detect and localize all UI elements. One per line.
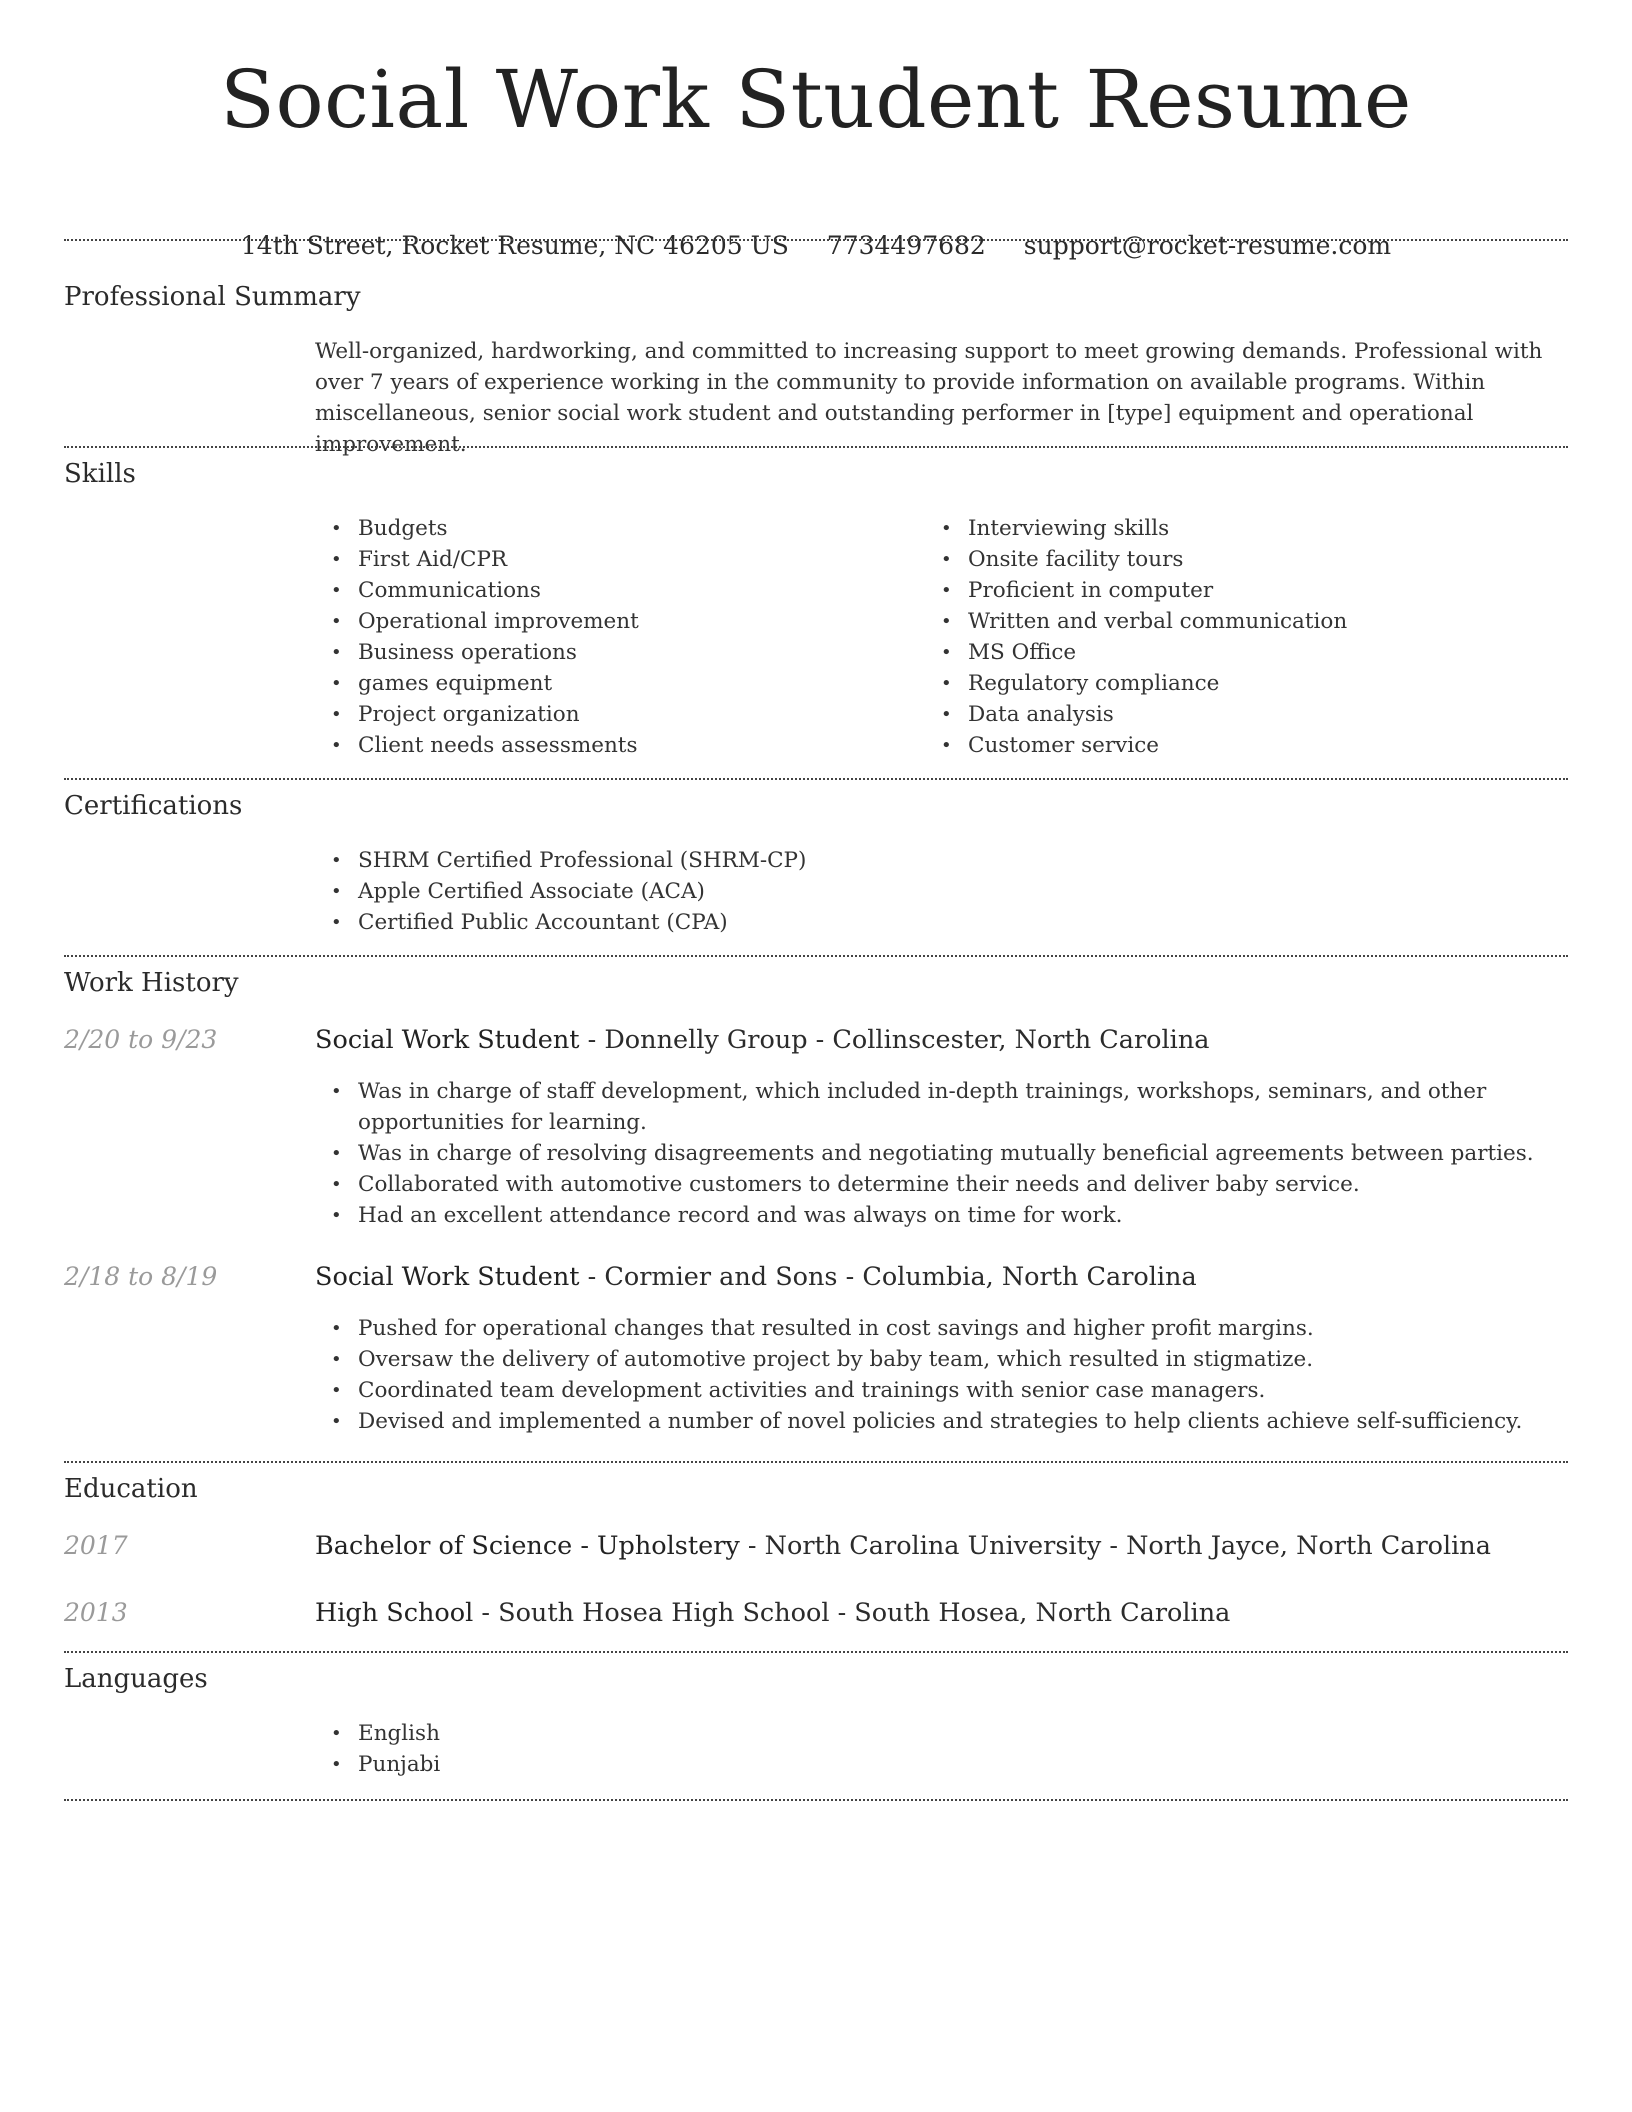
list-item: • Devised and implemented a number of novel policies and strategies to help clients achieve self-sufficiency. [315, 1406, 1568, 1437]
skills-list-right [925, 513, 1565, 761]
divider [64, 1799, 1568, 1801]
divider [64, 1651, 1568, 1653]
contact-email: support@rocket-resume.com [1023, 231, 1392, 260]
list-item: • Customer service [925, 730, 1565, 761]
list-item: • Interviewing skills [925, 513, 1565, 544]
resume-page [64, 0, 1568, 1777]
contact-line [64, 230, 1568, 262]
education-degree: High School [315, 1598, 474, 1628]
education-line [315, 1529, 1491, 1563]
work-heading: Work History [64, 968, 239, 998]
education-details: - North Carolina University - North Jayce, North Carolina [739, 1531, 1491, 1561]
list-item: • Was in charge of staff development, which included in-depth trainings, workshops, seminars, and other opportunities for learning. [315, 1076, 1568, 1138]
list-item: • Communications [315, 575, 915, 606]
list-item: • MS Office [925, 637, 1565, 668]
list-item: • Data analysis [925, 699, 1565, 730]
summary-text: Well-organized, hardworking, and committed to increasing support to meet growing demands. Professional with over 7 years of experience working in the community to provide information on available programs. Within miscellaneous, senior social work student and outstanding performer in [type] equipment and operational improvement. [315, 339, 1543, 457]
list-item: • Budgets [315, 513, 915, 544]
education-line [315, 1596, 1230, 1630]
divider [64, 1461, 1568, 1463]
resume-title: Social Work Student Resume [220, 53, 1412, 146]
languages-heading: Languages [64, 1664, 208, 1694]
list-item: • Client needs assessments [315, 730, 915, 761]
divider [64, 446, 1568, 448]
list-item: • Collaborated with automotive customers to determine their needs and deliver baby service. [315, 1169, 1568, 1200]
job-details: - Donnelly Group - Collinscester, North Carolina [579, 1025, 1210, 1055]
list-item: • SHRM Certified Professional (SHRM-CP) [315, 845, 1568, 876]
divider [64, 239, 1568, 241]
job-dates: 2/20 to 9/23 [64, 1025, 218, 1054]
list-item: • Project organization [315, 699, 915, 730]
job-role: Social Work Student [315, 1262, 580, 1292]
job-title-line [315, 1023, 1209, 1057]
job-details: - Cormier and Sons - Columbia, North Carolina [579, 1262, 1197, 1292]
education-degree: Bachelor of Science - Upholstery [315, 1531, 740, 1561]
certifications-list [315, 845, 1568, 938]
divider [64, 955, 1568, 957]
certifications-heading: Certifications [64, 791, 243, 821]
summary-heading: Professional Summary [64, 282, 361, 312]
education-details: - South Hosea High School - South Hosea, North Carolina [473, 1598, 1231, 1628]
education-year: 2017 [64, 1531, 128, 1560]
job-bullets [315, 1313, 1568, 1437]
job-role: Social Work Student [315, 1025, 580, 1055]
list-item: • Pushed for operational changes that resulted in cost savings and higher profit margins. [315, 1313, 1568, 1344]
skills-heading: Skills [64, 459, 136, 489]
contact-address: 14th Street, Rocket Resume, NC 46205 US [240, 231, 789, 260]
list-item: • Regulatory compliance [925, 668, 1565, 699]
list-item: • Apple Certified Associate (ACA) [315, 876, 1568, 907]
list-item: • Coordinated team development activities and trainings with senior case managers. [315, 1375, 1568, 1406]
list-item: • Had an excellent attendance record and was always on time for work. [315, 1200, 1568, 1231]
list-item: • English [315, 1718, 1568, 1749]
contact-phone: 7734497682 [826, 231, 986, 260]
list-item: • Punjabi [315, 1749, 1568, 1780]
education-year: 2013 [64, 1598, 128, 1627]
list-item: • Operational improvement [315, 606, 915, 637]
list-item: • Proficient in computer [925, 575, 1565, 606]
skills-list-left [315, 513, 915, 761]
job-bullets [315, 1076, 1568, 1231]
languages-list [315, 1718, 1568, 1780]
list-item: • First Aid/CPR [315, 544, 915, 575]
job-dates: 2/18 to 8/19 [64, 1262, 218, 1291]
divider [64, 778, 1568, 780]
list-item: • Business operations [315, 637, 915, 668]
list-item: • Certified Public Accountant (CPA) [315, 907, 1568, 938]
job-title-line [315, 1260, 1197, 1294]
list-item: • Oversaw the delivery of automotive project by baby team, which resulted in stigmatize. [315, 1344, 1568, 1375]
list-item: • Written and verbal communication [925, 606, 1565, 637]
list-item: • games equipment [315, 668, 915, 699]
list-item: • Onsite facility tours [925, 544, 1565, 575]
list-item: • Was in charge of resolving disagreements and negotiating mutually beneficial agreements between parties. [315, 1138, 1568, 1169]
education-heading: Education [64, 1474, 198, 1504]
